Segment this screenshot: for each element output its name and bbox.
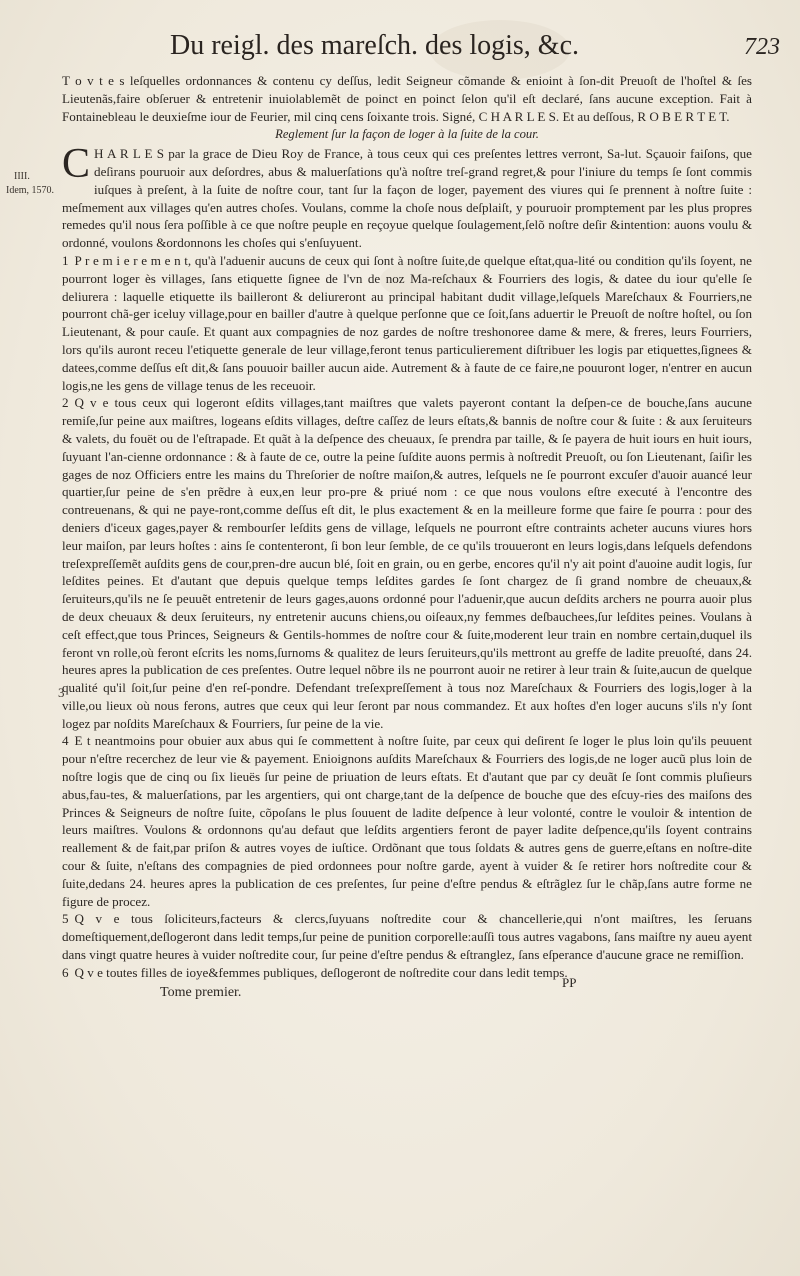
article-number: 6 (62, 964, 69, 980)
margin-number: 3 (58, 685, 65, 700)
body-text (62, 72, 752, 1004)
article-text: E t neantmoins pour obuier aux abus qui ſe commettent à noſtre ſuite, par ceux qui deſirent ſe loger le plus loin qu'ils peuuent pour n'eſtre recerchez de leur vie & payement. Enioignons auſdits Mareſchaux & Fourriers des logis,de ne loger aucũ plus loin de noſtre logis que de cinq ou ſix lieuës ſur peine de priuation de leurs eſtats. Et d'autant que par cy deuãt ſe ſont commis pluſieurs abus,fau-tes, & maluerſations, par les argentiers, qui ont charge,tant de la deſpence de bouche que des eſcuy-ries des maiſons des Princes & Seigneurs de noſtre ſuite, cõpoſans le plus ſouuent de ladite deſpence à leur volonté, contre le vouloir & intention de leurs maiſtres. Voulons & ordonnons qu'au defaut que leſdits argentiers feront de payer ladite deſpence,qu'ils ſoyent contrains reallement & de fait,par priſon & autres voyes de iuſtice. Ordõnant que tous ſoldats & autres gens de guerre,eſtans en noſtre-dite cour & ſuite, n'eſtans des compagnies de pied ordonnees pour noſtre garde, ayent à vuider & ſe retirer hors noſtredite cour & ſuite,dedans 24. heures apres la publication de ces preſentes, ſur peine d'eſtre pendus & eſtrãglez ſur le chãp,ſans autre forme ne figure de procez. (62, 733, 752, 909)
section-subtitle: Reglement ſur la façon de loger à la ſuite de la cour. (275, 127, 539, 142)
signature-charles: C H A R L E S. (478, 108, 560, 124)
article-1 (62, 252, 752, 394)
article-5 (62, 910, 752, 963)
drop-capital: C (62, 141, 91, 188)
article-6 (62, 964, 752, 982)
article-2 (62, 394, 752, 732)
article-text: P r e m i e r e m e n t, qu'à l'aduenir aucuns de ceux qui ſont à noſtre ſuite,de quelque eſtat,qua-lité ou condition qu'ils ſoyent, ne pourront loger ès villages, ſans etiquette ſignee de l'vn de noz Ma-reſchaux & Fourriers des logis, & datee du iour qu'elle ſe deliurera : laquelle etiquette ils bailleront & deliureront au principal habitant dudit village,leſquels Mareſchaux & Fourriers,ne pourront chã-ger iceluy village,pour en bailler d'autre à quelque perſonne que ce ſoit,ſans aduertir le Preuoſt de noſtre hoſtel, ou ſon Lieutenant, & pour cauſe. Et quant aux compagnies de noz gardes de noſtre treshonoree dame & mere, & freres, leurs Fourriers, lors qu'ils auront receu l'etiquette generale de leur village,feront tenus particulierement diſtribuer les logis par etiquettes,ſignees & datees,comme deſſus eſt dit,& ſans pouuoir bailler aucun aide. Autrement & à faute de ce faire,ne pouuront loger, n'entrer en aucun logis,ne les gens de village tenus de les receuoir. (62, 252, 752, 393)
article-text: Q v e tous ceux qui logeront eſdits villages,tant maiſtres que valets payeront contant la deſpen-ce de bouche,ſans aucune remiſe,ſur peine aux maiſtres, logeans eſdits villages, deſtre caſſez de leurs eſtats,& bannis de noſtre cour & ſuite : & aux ſeruiteurs & valets, du fouët ou de l'eſtrapade. Et quãt à la deſpence des cheuaux, ſe prendra par taille, & ſe payera de huit iours en huit iours, ſuyuant l'an-cienne ordonnance : & à faute de ce, outre la peine ſuſdite auons permis à noſtredit Preuoſt, ou ſon Lieutenant, ſaiſir les gages de noz Officiers entre les mains du Threſorier de noſtre maiſon,& autres, leſquels ne ſe pourront excuſer d'auoir auancé leur quartier,ſur peine de s'en prẽdre à eux,en leur pro-pre & priué nom : ce que nous voulons eſtre executé à l'encontre des contreuenans, & qui ne paye-ront,comme deſſus eſt dit, le plus exactement & en la meilleure forme que faire ſe pourra : pour des deniers d'iceux gages,payer & rembourſer leſdits gens de village, leſquels ne pourront eſtre contraints acheter aucuns viures hors leur maiſon, par leurs hoſtes : ains ſe contenteront, ſi bon leur ſemble, de ce qu'ils trouueront en leurs logis,dans leſquels defendons treſexpreſſemẽt auſdits gens de cour,pren-dre aucun blé, ſoit en grain, ou en gerbe, encores qu'il n'y ait point d'auoine audit logis, ſur leſdites peines. Et d'autant que depuis quelque temps leſdites gardes ſe ſont chargez de ſi grand nombre de cheuaux,& ſeruiteurs,qu'ils ne ſe peuuẽt entretenir de leurs gages,auons ordonné pour l'aduenir,que aucun deſdits archers ne pourra auoir plus de deux cheuaux & deux ſeruiteurs, ny entretenir aucuns chiens,ou oiſeaux,ny femmes deſbauchees,ſur leſdites peines. Voulans à ceſt effect,que tous Princes, Seigneurs & Gentils-hommes de noſtre cour & ſuite,moderent leur train en nombre certain,duquel ils feront vn rolle,où feront eſcrits les noms,ſurnoms & qualitez de leurs ſeruiteurs,qu'ils mettront au greffe de ladite preuoſté, dans 24. heures apres la publication de ces preſentes. Outre lequel nõbre ils ne pourront auoir ne retirer à leur train & ſuite,aucun de quelque qualité qu'il ſoit,ſur peine d'en reſ-pondre. Defendant treſexpreſſement à tous noz Mareſchaux & Fourriers des logis,loger à la ville,ou lieux où nous ferons, autres que ceux qui leur ſeront par nous commandez. Et aux hoſtes d'en loger aucuns s'ils n'y ſont logez par noſdits Mareſchaux & Fourriers, ſur peine de la vie. (62, 395, 752, 731)
article-text: Q v e toutes filles de ioye&femmes publiques, deſlogeront de noſtredite cour dans ledit temps. (74, 964, 568, 980)
article-number: 1 (62, 252, 69, 268)
intro-paragraph (62, 72, 752, 125)
signature-connector: Et au deſſous, (562, 108, 635, 124)
page-number: 723 (744, 34, 780, 60)
intro-text: T o v t e s leſquelles ordonnances & contenu cy deſſus, ledit Seigneur cõmande & enioint à ſon-dit Preuoſt de l'hoſtel & ſes Lieutenãs,faire obſeruer & entretenir inuiolablemẽt de poinct en poinct ſelon qu'il eſt declaré, ſans aucune exception. Fait à Fontainebleau le deuxieſme iour de Feurier, mil cinq cens ſoixante trois. Signé, (62, 73, 752, 124)
article-text: Q v e tous ſoliciteurs,facteurs & clercs,ſuyuans noſtredite cour & chancellerie,qui n'ont maiſtres, les ſeruans domeſtiquement,deſlogeront dans ledit temps,ſur peine de punition corporelle:auſſi tous autres vagabons, ſans maiſtre ny aueu ayent dans vingt quatre heures à vuider noſtredite cour, ſur peine d'eſtre pendus & eſtranglez, ſans eſperance d'aucune grace ne remiſſion. (62, 911, 752, 963)
article-number: 4 (62, 733, 69, 749)
charles-paragraph (62, 141, 752, 252)
margin-date: Idem, 1570. (6, 185, 55, 196)
article-4 (62, 732, 752, 910)
catchword: Tome premier. (160, 984, 242, 1000)
article-number: 2 (62, 395, 69, 411)
margin-ordinal: IIII. (14, 171, 30, 182)
page-header (170, 30, 780, 70)
charles-text: H A R L E S par la grace de Dieu Roy de France, à tous ceux qui ces preſentes lettres verront, Sa-lut. Sçauoir faiſons, que deſirans pouruoir aux deſordres, abus & maluerſations qu'à noſtre treſ-grand regret,& pour l'iniure du temps ſe ſont commis iuſques à preſent, à la ſuite de noſtre cour, tant ſur la façon de loger, payement des viures qui ſe prennent à noſtre ſuite : meſmement aux villages qu'en autres choſes. Voulans, comme la choſe nous deſplaiſt, y pouruoir promptement par les plus propres remedes qu'il nous ſera poſſible à ce que noſtre peuple en reçoyue quelque ſoulagement,ſelõ noſtre deſir &intention: auons voulu & ordonné, voulons &ordonnons les choſes qui s'enſuyuent. (62, 146, 752, 251)
running-head: Du reigl. des mareſch. des logis, &c. (170, 30, 580, 61)
signature-mark: PP (562, 974, 577, 990)
article-number: 5 (62, 911, 69, 927)
catchword-row (62, 974, 752, 1004)
signature-robertet: R O B E R T E T. (637, 108, 730, 124)
